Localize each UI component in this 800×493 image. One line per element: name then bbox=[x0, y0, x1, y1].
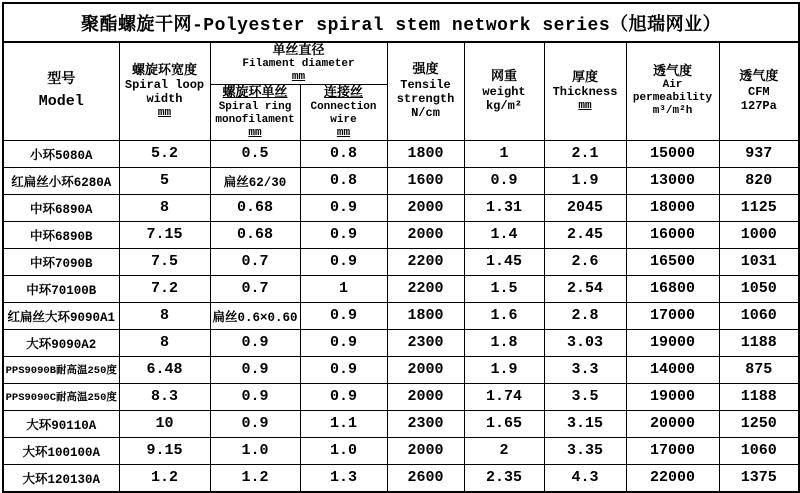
value-cell: 1.9 bbox=[464, 356, 544, 383]
value-cell: 1.2 bbox=[119, 464, 210, 492]
value-cell: 2 bbox=[464, 437, 544, 464]
value-cell: 8.3 bbox=[119, 383, 210, 410]
value-cell: 1 bbox=[300, 275, 387, 302]
value-cell: 8 bbox=[119, 194, 210, 221]
tensile-strength-zh: 强度 bbox=[412, 62, 439, 78]
value-cell: 4.3 bbox=[544, 464, 626, 492]
value-cell: 8 bbox=[119, 302, 210, 329]
value-cell: 2000 bbox=[387, 194, 464, 221]
weight-unit: kg/m² bbox=[485, 98, 522, 113]
filament-diameter-unit: mm bbox=[291, 71, 306, 84]
value-cell: 0.7 bbox=[210, 248, 300, 275]
value-cell: 3.3 bbox=[544, 356, 626, 383]
value-cell: 1 bbox=[464, 140, 544, 167]
value-cell: 22000 bbox=[626, 464, 719, 492]
value-cell: 0.9 bbox=[300, 194, 387, 221]
value-cell: 14000 bbox=[626, 356, 719, 383]
value-cell: 扁丝0.6×0.60 bbox=[210, 302, 300, 329]
value-cell: 3.15 bbox=[544, 410, 626, 437]
table-row bbox=[3, 194, 799, 221]
value-cell: 7.15 bbox=[119, 221, 210, 248]
value-cell: 1.3 bbox=[300, 464, 387, 492]
value-cell: 16000 bbox=[626, 221, 719, 248]
value-cell: 1.65 bbox=[464, 410, 544, 437]
table-body bbox=[3, 140, 799, 492]
value-cell: 2300 bbox=[387, 410, 464, 437]
value-cell: 1800 bbox=[387, 140, 464, 167]
cfm-zh: 透气度 bbox=[739, 69, 779, 85]
value-cell: 1375 bbox=[719, 464, 799, 492]
table-row bbox=[3, 464, 799, 492]
value-cell: 1.6 bbox=[464, 302, 544, 329]
header-row-1 bbox=[3, 42, 799, 85]
table-row bbox=[3, 275, 799, 302]
tensile-strength-en1: Tensile bbox=[400, 77, 451, 92]
table-row bbox=[3, 302, 799, 329]
table-row bbox=[3, 140, 799, 167]
spiral-ring-monofilament-en2: monofilament bbox=[215, 113, 295, 126]
connection-wire-en2: wire bbox=[330, 113, 357, 126]
model-cell: 中环6890B bbox=[3, 221, 119, 248]
value-cell: 0.7 bbox=[210, 275, 300, 302]
col-header-spiral-loop-width bbox=[119, 42, 210, 140]
value-cell: 1250 bbox=[719, 410, 799, 437]
value-cell: 0.9 bbox=[300, 302, 387, 329]
tensile-strength-en2: strength bbox=[396, 91, 455, 106]
model-cell: 中环70100B bbox=[3, 275, 119, 302]
value-cell: 1.2 bbox=[210, 464, 300, 492]
cfm-unit: 127Pa bbox=[740, 98, 777, 113]
value-cell: 2.54 bbox=[544, 275, 626, 302]
model-cell: 中环7090B bbox=[3, 248, 119, 275]
thickness-en: Thickness bbox=[552, 85, 618, 100]
value-cell: 1.9 bbox=[544, 167, 626, 194]
value-cell: 0.5 bbox=[210, 140, 300, 167]
value-cell: 2.6 bbox=[544, 248, 626, 275]
model-cell: PPS9090C耐高温250度 bbox=[3, 383, 119, 410]
value-cell: 0.68 bbox=[210, 194, 300, 221]
value-cell: 2.35 bbox=[464, 464, 544, 492]
table-row bbox=[3, 410, 799, 437]
value-cell: 1.0 bbox=[210, 437, 300, 464]
cfm-en: CFM bbox=[748, 84, 770, 99]
model-cell: 红扁丝大环9090A1 bbox=[3, 302, 119, 329]
col-header-thickness bbox=[544, 42, 626, 140]
air-permeability-zh: 透气度 bbox=[652, 64, 692, 80]
table-row bbox=[3, 356, 799, 383]
value-cell: 18000 bbox=[626, 194, 719, 221]
table-row bbox=[3, 248, 799, 275]
value-cell: 1050 bbox=[719, 275, 799, 302]
value-cell: 1600 bbox=[387, 167, 464, 194]
col-header-air-permeability bbox=[626, 42, 719, 140]
value-cell: 1125 bbox=[719, 194, 799, 221]
spiral-ring-monofilament-unit: mm bbox=[248, 126, 262, 139]
value-cell: 0.9 bbox=[210, 356, 300, 383]
value-cell: 875 bbox=[719, 356, 799, 383]
model-cell: 大环9090A2 bbox=[3, 329, 119, 356]
value-cell: 0.9 bbox=[300, 248, 387, 275]
value-cell: 1031 bbox=[719, 248, 799, 275]
value-cell: 17000 bbox=[626, 302, 719, 329]
table-row bbox=[3, 383, 799, 410]
col-header-weight bbox=[464, 42, 544, 140]
value-cell: 2.8 bbox=[544, 302, 626, 329]
value-cell: 820 bbox=[719, 167, 799, 194]
value-cell: 9.15 bbox=[119, 437, 210, 464]
value-cell: 1.8 bbox=[464, 329, 544, 356]
value-cell: 1.4 bbox=[464, 221, 544, 248]
value-cell: 0.9 bbox=[464, 167, 544, 194]
value-cell: 0.8 bbox=[300, 140, 387, 167]
value-cell: 2045 bbox=[544, 194, 626, 221]
value-cell: 2000 bbox=[387, 356, 464, 383]
value-cell: 2000 bbox=[387, 221, 464, 248]
page-title: 聚酯螺旋干网-Polyester spiral stem network series（旭瑞网业） bbox=[3, 3, 799, 42]
value-cell: 937 bbox=[719, 140, 799, 167]
weight-zh: 网重 bbox=[490, 69, 517, 85]
col-header-cfm bbox=[719, 42, 799, 140]
model-cell: 大环90110A bbox=[3, 410, 119, 437]
value-cell: 1800 bbox=[387, 302, 464, 329]
value-cell: 5 bbox=[119, 167, 210, 194]
value-cell: 0.68 bbox=[210, 221, 300, 248]
value-cell: 19000 bbox=[626, 383, 719, 410]
value-cell: 16500 bbox=[626, 248, 719, 275]
spiral-loop-width-en1: Spiral loop bbox=[124, 78, 205, 93]
value-cell: 1.45 bbox=[464, 248, 544, 275]
filament-diameter-zh: 单丝直径 bbox=[272, 43, 325, 58]
value-cell: 0.8 bbox=[300, 167, 387, 194]
model-cell: 大环100100A bbox=[3, 437, 119, 464]
value-cell: 1.0 bbox=[300, 437, 387, 464]
model-label-en: Model bbox=[38, 92, 84, 110]
value-cell: 1.31 bbox=[464, 194, 544, 221]
spiral-ring-monofilament-zh: 螺旋环单丝 bbox=[222, 85, 288, 101]
value-cell: 20000 bbox=[626, 410, 719, 437]
value-cell: 2600 bbox=[387, 464, 464, 492]
value-cell: 3.35 bbox=[544, 437, 626, 464]
model-cell: PPS9090B耐高温250度 bbox=[3, 356, 119, 383]
value-cell: 13000 bbox=[626, 167, 719, 194]
spec-table bbox=[2, 2, 800, 493]
spiral-loop-width-en2: width bbox=[146, 92, 183, 107]
spiral-ring-monofilament-en1: Spiral ring bbox=[218, 100, 292, 113]
value-cell: 0.9 bbox=[210, 410, 300, 437]
value-cell: 8 bbox=[119, 329, 210, 356]
connection-wire-zh: 连接丝 bbox=[323, 85, 363, 101]
filament-diameter-en: Filament diameter bbox=[242, 58, 355, 71]
value-cell: 2.1 bbox=[544, 140, 626, 167]
value-cell: 1060 bbox=[719, 302, 799, 329]
value-cell: 16800 bbox=[626, 275, 719, 302]
value-cell: 5.2 bbox=[119, 140, 210, 167]
value-cell: 0.9 bbox=[210, 383, 300, 410]
value-cell: 1.1 bbox=[300, 410, 387, 437]
value-cell: 17000 bbox=[626, 437, 719, 464]
air-permeability-en2: permeability bbox=[632, 92, 713, 105]
table-row bbox=[3, 221, 799, 248]
value-cell: 0.9 bbox=[300, 221, 387, 248]
weight-en: weight bbox=[482, 84, 526, 99]
spiral-loop-width-unit: mm bbox=[157, 106, 172, 119]
value-cell: 1060 bbox=[719, 437, 799, 464]
value-cell: 2000 bbox=[387, 383, 464, 410]
value-cell: 7.2 bbox=[119, 275, 210, 302]
model-cell: 红扁丝小环6280A bbox=[3, 167, 119, 194]
col-header-filament-diameter bbox=[210, 42, 387, 85]
value-cell: 0.9 bbox=[300, 383, 387, 410]
col-header-spiral-ring-monofilament bbox=[210, 85, 300, 140]
value-cell: 2300 bbox=[387, 329, 464, 356]
air-permeability-en1: Air bbox=[662, 79, 683, 92]
model-cell: 中环6890A bbox=[3, 194, 119, 221]
thickness-unit: mm bbox=[578, 99, 592, 112]
thickness-zh: 厚度 bbox=[571, 70, 598, 86]
table-row bbox=[3, 437, 799, 464]
value-cell: 1.5 bbox=[464, 275, 544, 302]
model-cell: 大环120130A bbox=[3, 464, 119, 492]
value-cell: 0.9 bbox=[300, 329, 387, 356]
table-row bbox=[3, 329, 799, 356]
connection-wire-en1: Connection bbox=[310, 100, 377, 113]
spiral-loop-width-zh: 螺旋环宽度 bbox=[131, 62, 197, 78]
value-cell: 1.74 bbox=[464, 383, 544, 410]
value-cell: 3.5 bbox=[544, 383, 626, 410]
title-row bbox=[3, 3, 799, 42]
connection-wire-unit: mm bbox=[336, 126, 351, 139]
col-header-connection-wire bbox=[300, 85, 387, 140]
value-cell: 2200 bbox=[387, 248, 464, 275]
value-cell: 2000 bbox=[387, 437, 464, 464]
value-cell: 0.9 bbox=[210, 329, 300, 356]
model-label-zh: 型号 bbox=[47, 72, 76, 89]
value-cell: 3.03 bbox=[544, 329, 626, 356]
tensile-strength-unit: N/cm bbox=[411, 105, 440, 120]
value-cell: 1188 bbox=[719, 329, 799, 356]
value-cell: 10 bbox=[119, 410, 210, 437]
value-cell: 0.9 bbox=[300, 356, 387, 383]
value-cell: 19000 bbox=[626, 329, 719, 356]
value-cell: 扁丝62/30 bbox=[210, 167, 300, 194]
value-cell: 2200 bbox=[387, 275, 464, 302]
value-cell: 1000 bbox=[719, 221, 799, 248]
value-cell: 15000 bbox=[626, 140, 719, 167]
table-row bbox=[3, 167, 799, 194]
value-cell: 6.48 bbox=[119, 356, 210, 383]
value-cell: 2.45 bbox=[544, 221, 626, 248]
col-header-model bbox=[3, 42, 119, 140]
value-cell: 1188 bbox=[719, 383, 799, 410]
air-permeability-unit: m³/m²h bbox=[652, 105, 693, 118]
col-header-tensile-strength bbox=[387, 42, 464, 140]
value-cell: 7.5 bbox=[119, 248, 210, 275]
model-cell: 小环5080A bbox=[3, 140, 119, 167]
